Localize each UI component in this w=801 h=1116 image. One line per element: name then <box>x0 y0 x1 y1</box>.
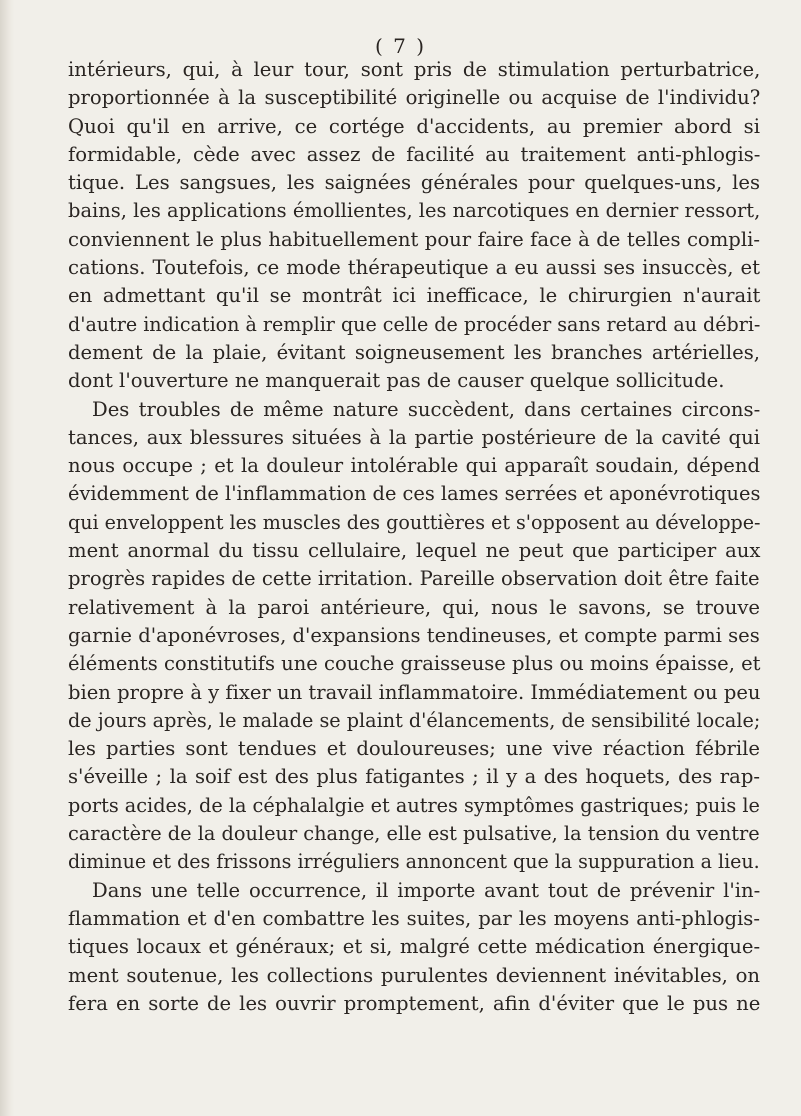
text-line: s'éveille ; la soif est des plus fatigantes ; il y a des hoquets, des rap- <box>68 765 760 789</box>
text-line: qui enveloppent les muscles des gouttières et s'opposent au développe- <box>68 510 761 534</box>
text-line: relativement à la paroi antérieure, qui, nous le savons, se trouve <box>68 595 760 619</box>
text-line: Dans une telle occurrence, il importe avant tout de prévenir l'in- <box>92 878 761 902</box>
text-line: d'autre indication à remplir que celle de procéder sans retard au débri- <box>68 312 761 336</box>
text-line: flammation et d'en combattre les suites, par les moyens anti-phlogis- <box>68 906 760 930</box>
paragraph-1 <box>68 56 760 396</box>
paragraph-3 <box>68 877 760 1018</box>
text-line: conviennent le plus habituellement pour faire face à de telles compli- <box>68 227 760 251</box>
text-line: diminue et des frissons irréguliers annoncent que la suppuration a lieu. <box>68 850 760 874</box>
text-line: en admettant qu'il se montrât ici inefficace, le chirurgien n'aurait <box>68 284 761 308</box>
text-line: évidemment de l'inflammation de ces lames serrées et aponévrotiques <box>68 482 761 506</box>
text-line: caractère de la douleur change, elle est pulsative, la tension du ventre <box>68 822 760 846</box>
text-line: cations. Toutefois, ce mode thérapeutique a eu aussi ses insuccès, et <box>68 256 760 280</box>
text-line: ment soutenue, les collections purulentes deviennent inévitables, on <box>68 963 760 987</box>
text-line: les parties sont tendues et douloureuses; une vive réaction fébrile <box>68 737 760 761</box>
text-line: tances, aux blessures situées à la partie postérieure de la cavité qui <box>68 425 760 449</box>
text-line: garnie d'aponévroses, d'expansions tendineuses, et compte parmi ses <box>68 623 760 647</box>
text-line: intérieurs, qui, à leur tour, sont pris de stimulation perturbatrice, <box>68 58 761 81</box>
page-gutter-shadow <box>0 0 14 1116</box>
text-line: dont l'ouverture ne manquerait pas de causer quelque sollicitude. <box>68 369 725 393</box>
text-line: proportionnée à la susceptibilité originelle ou acquise de l'individu? <box>68 86 761 110</box>
text-line: ports acides, de la céphalalgie et autres symptômes gastriques; puis le <box>68 793 760 817</box>
text-line: ment anormal du tissu cellulaire, lequel ne peut que participer aux <box>68 539 761 563</box>
text-line: Des troubles de même nature succèdent, dans certaines circons- <box>92 397 761 421</box>
text-line: tiques locaux et généraux; et si, malgré cette médication énergique- <box>68 935 761 959</box>
text-line: de jours après, le malade se plaint d'élancements, de sensibilité locale; <box>68 708 761 732</box>
paragraph-2 <box>68 396 760 877</box>
text-line: Quoi qu'il en arrive, ce cortége d'accidents, au premier abord si <box>68 114 760 138</box>
body-text <box>68 56 760 1018</box>
text-line: éléments constitutifs une couche graisseuse plus ou moins épaisse, et <box>68 652 761 676</box>
text-line: bien propre à y fixer un travail inflammatoire. Immédiatement ou peu <box>68 680 761 704</box>
text-line: tique. Les sangsues, les saignées générales pour quelques-uns, les <box>68 171 760 195</box>
text-line: dement de la plaie, évitant soigneusement les branches artérielles, <box>68 340 760 364</box>
text-line: bains, les applications émollientes, les narcotiques en dernier ressort, <box>68 199 761 223</box>
text-line: formidable, cède avec assez de facilité au traitement anti-phlogis- <box>68 142 761 166</box>
page-number: ( 7 ) <box>374 34 427 58</box>
text-line: nous occupe ; et la douleur intolérable qui apparaît soudain, dépend <box>68 454 760 478</box>
text-line: progrès rapides de cette irritation. Pareille observation doit être faite <box>68 567 760 591</box>
text-line: fera en sorte de les ouvrir promptement, afin d'éviter que le pus ne <box>68 991 761 1015</box>
